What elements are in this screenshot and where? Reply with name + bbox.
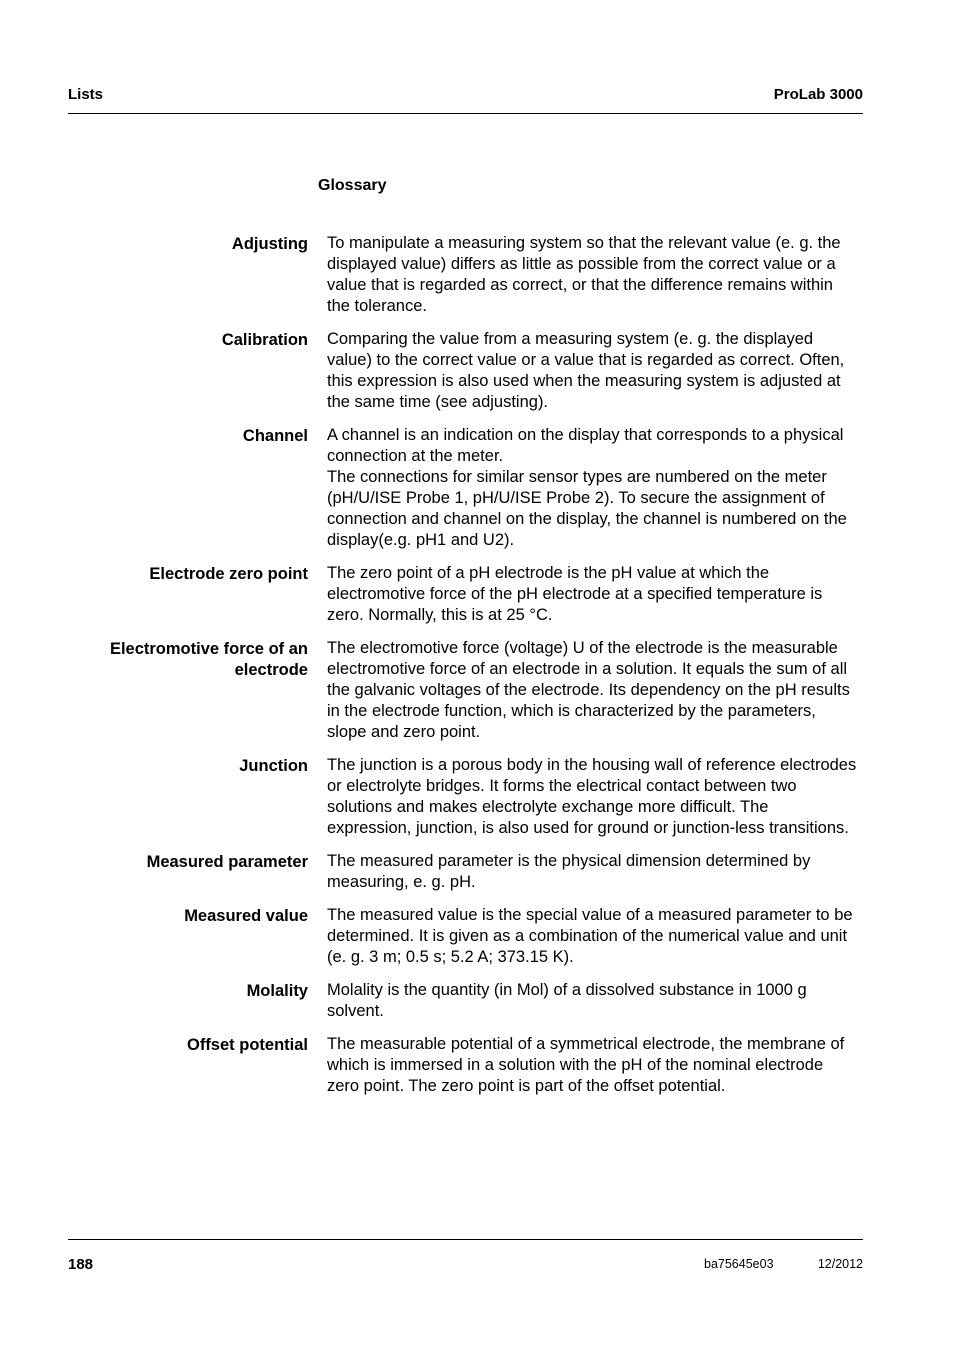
glossary-definition: The measured parameter is the physical dimension determined by measuring, e. g. pH. <box>327 852 811 891</box>
glossary-list <box>68 233 863 1109</box>
glossary-entry <box>68 1034 863 1097</box>
glossary-entry <box>68 851 863 893</box>
glossary-entry <box>68 980 863 1022</box>
glossary-term: Measured parameter <box>146 853 308 871</box>
glossary-entry <box>68 563 863 626</box>
page-header <box>68 86 863 108</box>
glossary-definition: To manipulate a measuring system so that the relevant value (e. g. the displayed value) differs as little as possible from the correct value or a value that is regarded as correct, or that the difference remains within the tolerance. <box>327 234 841 315</box>
section-title: Glossary <box>318 177 387 194</box>
header-product: ProLab 3000 <box>773 86 863 103</box>
glossary-definition: Comparing the value from a measuring system (e. g. the displayed value) to the correct value or a value that is regarded as correct. Often, this expression is also used when the measuring system is adjusted at the same time (see adjusting). <box>327 330 845 411</box>
glossary-definition: The measurable potential of a symmetrical electrode, the membrane of which is immersed in a solution with the pH of the nominal electrode zero point. The zero point is part of the offset potential. <box>327 1035 845 1095</box>
glossary-term: Measured value <box>184 907 308 925</box>
glossary-entry <box>68 755 863 839</box>
glossary-entry <box>68 905 863 968</box>
glossary-definition: The electromotive force (voltage) U of the electrode is the measurable electromotive force of an electrode in a solution. It equals the sum of all the galvanic voltages of the electrode. Its dependency on the pH results in the electrode function, which is characterized by the parameters, slope and zero point. <box>327 639 850 741</box>
glossary-definition: The zero point of a pH electrode is the pH value at which the electromotive force of the pH electrode at a specified temperature is zero. Normally, this is at 25 °C. <box>327 564 823 624</box>
glossary-term: Channel <box>242 427 308 445</box>
glossary-entry <box>68 638 863 743</box>
glossary-term: Electrode zero point <box>149 565 308 583</box>
glossary-entry <box>68 425 863 551</box>
glossary-term: Electromotive force of an electrode <box>109 640 308 679</box>
glossary-definition: A channel is an indication on the display that corresponds to a physical connection at the meter. The connections for similar sensor types are numbered on the meter (pH/U/ISE Probe 1, pH/U/ISE Probe 2). To secure the assignment of connection and channel on the display, the channel is numbered on the display(e.g. pH1 and U2). <box>327 426 847 549</box>
glossary-entry <box>68 329 863 413</box>
glossary-definition: The junction is a porous body in the housing wall of reference electrodes or electrolyte bridges. It forms the electrical contact between two solutions and makes electrolyte exchange more difficult. The expression, junction, is also used for ground or junction-less transitions. <box>327 756 857 837</box>
page-number: 188 <box>68 1256 94 1273</box>
glossary-term: Molality <box>246 982 308 1000</box>
glossary-definition: Molality is the quantity (in Mol) of a dissolved substance in 1000 g solvent. <box>327 981 807 1020</box>
document-date: 12/2012 <box>817 1257 863 1271</box>
glossary-term: Adjusting <box>231 235 308 253</box>
glossary-term: Calibration <box>221 331 308 349</box>
footer-divider <box>68 1239 863 1240</box>
glossary-term: Junction <box>239 757 308 775</box>
header-divider <box>68 113 863 114</box>
glossary-definition: The measured value is the special value of a measured parameter to be determined. It is given as a combination of the numerical value and unit (e. g. 3 m; 0.5 s; 5.2 A; 373.15 K). <box>327 906 853 966</box>
header-section: Lists <box>68 86 104 103</box>
glossary-term: Offset potential <box>186 1036 308 1054</box>
glossary-entry <box>68 233 863 317</box>
document-id: ba75645e03 <box>704 1257 774 1271</box>
